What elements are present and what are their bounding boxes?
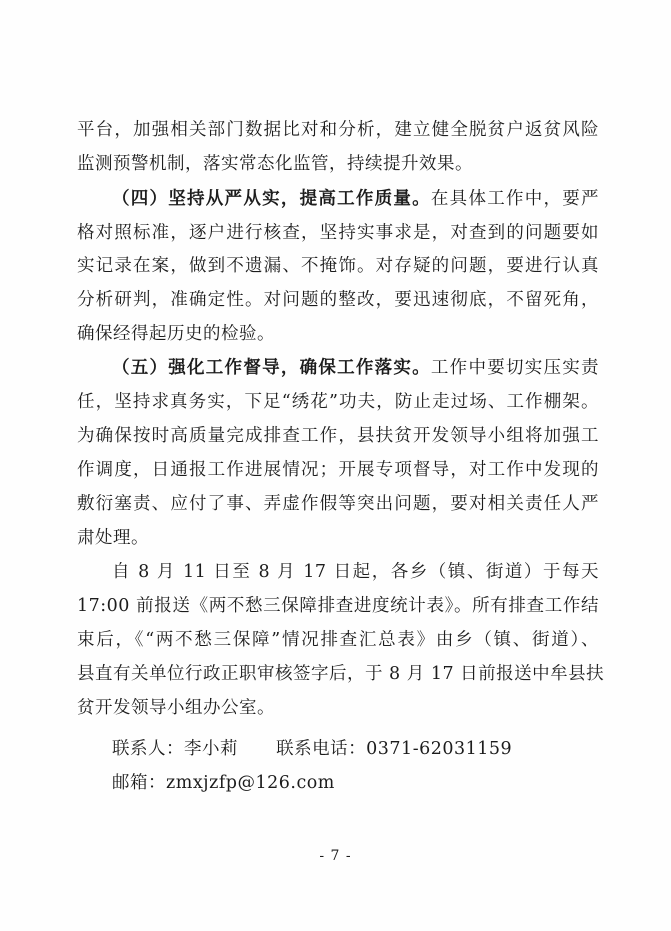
section-heading-4: （四）坚持从严从实，提高工作质量。: [112, 189, 431, 209]
body-line: 为确保按时高质量完成排查工作，县扶贫开发领导小组将加强工: [77, 426, 599, 446]
email-line: [112, 772, 335, 794]
body-line: 平台，加强相关部门数据比对和分析，建立健全脱贫户返贫风险: [77, 120, 599, 140]
body-line: 格对照标准，逐户进行核查，坚持实事求是，对查到的问题要如: [77, 223, 599, 243]
body-line: 束后，《“两不愁三保障”情况排查汇总表》由乡（镇、街道）、: [77, 630, 599, 650]
contact-person-name: 李小莉: [184, 739, 238, 759]
section-heading-line: （四）坚持从严从实，提高工作质量。在具体工作中，要严: [112, 189, 600, 209]
section-heading-line: （五）强化工作督导，确保工作落实。工作中要切实压实责: [112, 358, 600, 378]
body-line: 作调度，日通报工作进展情况；开展专项督导，对工作中发现的: [77, 460, 599, 480]
contact-person-label: 联系人：: [112, 739, 184, 759]
body-line: 贫开发领导小组办公室。: [77, 698, 275, 718]
contact-phone-label: 联系电话：: [276, 739, 367, 759]
body-line: 确保经得起历史的检验。: [77, 324, 275, 344]
body-line: 任，坚持求真务实，下足“绣花”功夫，防止走过场、工作棚架。: [77, 392, 599, 412]
contact-phone: 0371-62031159: [366, 739, 513, 759]
body-line: 17:00 前报送《两不愁三保障排查进度统计表》。所有排查工作结: [77, 596, 599, 616]
body-line: 肃处理。: [77, 528, 149, 548]
page-number: - 7 -: [319, 848, 352, 864]
section-heading-5: （五）强化工作督导，确保工作落实。: [112, 358, 431, 378]
email-label: 邮箱：: [112, 773, 166, 793]
body-line: 县直有关单位行政正职审核签字后，于 8 月 17 日前报送中牟县扶: [77, 664, 605, 684]
body-line: 实记录在案，做到不遗漏、不掩饰。对存疑的问题，要进行认真: [77, 256, 599, 276]
body-line: 监测预警机制，落实常态化监管，持续提升效果。: [77, 154, 473, 174]
body-line: 分析研判，准确定性。对问题的整改，要迅速彻底，不留死角，: [77, 290, 599, 310]
contact-line: [112, 738, 512, 760]
body-line: 自 8 月 11 日至 8 月 17 日起，各乡（镇、街道）于每天: [112, 562, 599, 582]
email-address: zmxjzfp@126.com: [166, 773, 335, 793]
body-line: 敷衍塞责、应付了事、弄虚作假等突出问题，要对相关责任人严: [77, 494, 599, 514]
